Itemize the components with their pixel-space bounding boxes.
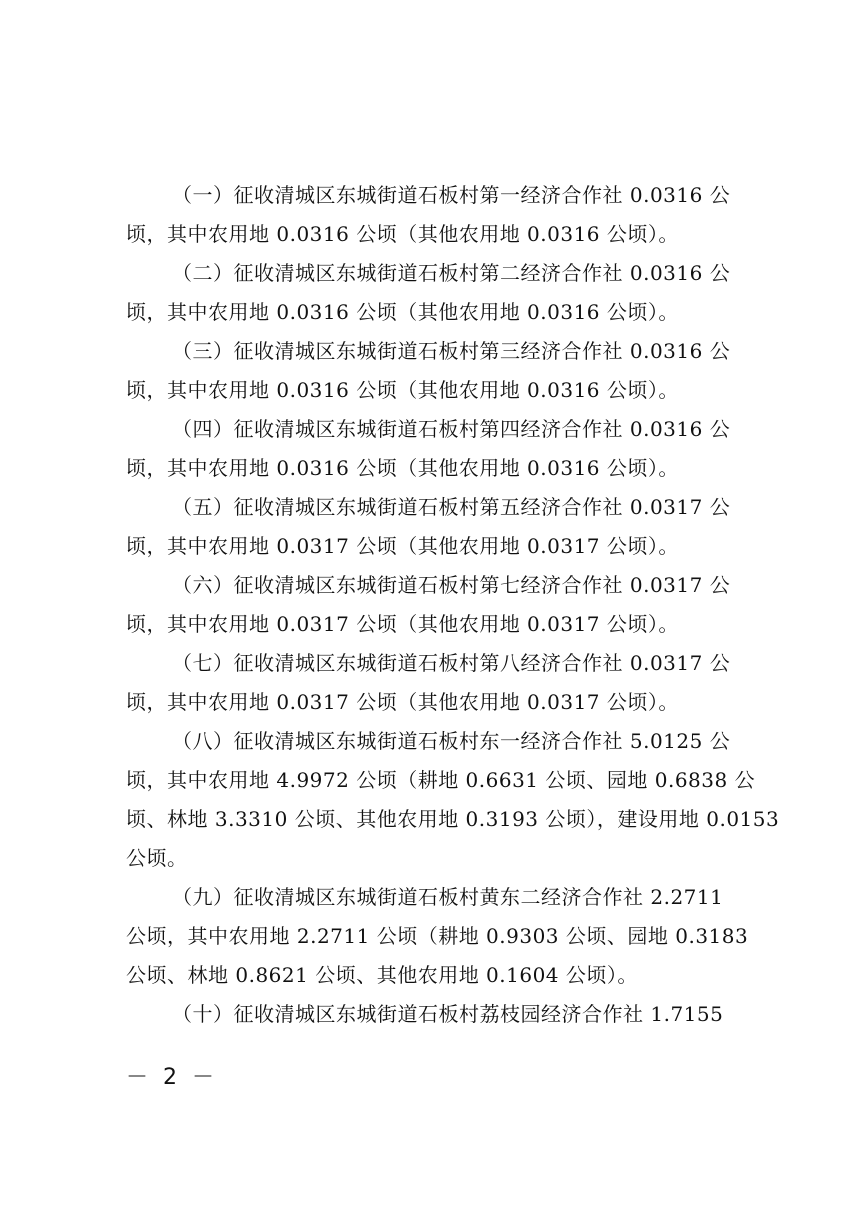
paragraph-7-line-2: 顷，其中农用地 0.0317 公顷（其他农用地 0.0317 公顷）。	[126, 690, 679, 714]
paragraph-5-line-1: （五）征收清城区东城街道石板村第五经济合作社 0.0317 公	[172, 495, 731, 519]
paragraph-4-line-1: （四）征收清城区东城街道石板村第四经济合作社 0.0316 公	[172, 417, 731, 441]
paragraph-1-line-1: （一）征收清城区东城街道石板村第一经济合作社 0.0316 公	[172, 183, 731, 207]
paragraph-4-line-2: 顷，其中农用地 0.0316 公顷（其他农用地 0.0316 公顷）。	[126, 456, 679, 480]
paragraph-6-line-2: 顷，其中农用地 0.0317 公顷（其他农用地 0.0317 公顷）。	[126, 612, 679, 636]
paragraph-8-line-1: （八）征收清城区东城街道石板村东一经济合作社 5.0125 公	[172, 729, 731, 753]
document-body	[126, 176, 780, 1034]
paragraph-1-line-2: 顷，其中农用地 0.0316 公顷（其他农用地 0.0316 公顷）。	[126, 222, 679, 246]
paragraph-3-line-1: （三）征收清城区东城街道石板村第三经济合作社 0.0316 公	[172, 339, 731, 363]
paragraph-8-line-3: 顷、林地 3.3310 公顷、其他农用地 0.3193 公顷），建设用地 0.0153	[126, 807, 780, 831]
paragraph-3-line-2: 顷，其中农用地 0.0316 公顷（其他农用地 0.0316 公顷）。	[126, 378, 679, 402]
paragraph-6-line-1: （六）征收清城区东城街道石板村第七经济合作社 0.0317 公	[172, 573, 731, 597]
paragraph-9-line-1: （九）征收清城区东城街道石板村黄东二经济合作社 2.2711	[172, 885, 724, 909]
paragraph-9-line-3: 公顷、林地 0.8621 公顷、其他农用地 0.1604 公顷）。	[126, 963, 638, 987]
page-number: － 2 －	[126, 1065, 218, 1090]
paragraph-2-line-2: 顷，其中农用地 0.0316 公顷（其他农用地 0.0316 公顷）。	[126, 300, 679, 324]
paragraph-9-line-2: 公顷，其中农用地 2.2711 公顷（耕地 0.9303 公顷、园地 0.3183	[126, 924, 749, 948]
paragraph-8-line-4: 公顷。	[126, 846, 188, 870]
paragraph-10-line-1: （十）征收清城区东城街道石板村荔枝园经济合作社 1.7155	[172, 1002, 724, 1026]
paragraph-5-line-2: 顷，其中农用地 0.0317 公顷（其他农用地 0.0317 公顷）。	[126, 534, 679, 558]
paragraph-2-line-1: （二）征收清城区东城街道石板村第二经济合作社 0.0316 公	[172, 261, 731, 285]
paragraph-7-line-1: （七）征收清城区东城街道石板村第八经济合作社 0.0317 公	[172, 651, 731, 675]
paragraph-8-line-2: 顷，其中农用地 4.9972 公顷（耕地 0.6631 公顷、园地 0.6838 公	[126, 768, 756, 792]
